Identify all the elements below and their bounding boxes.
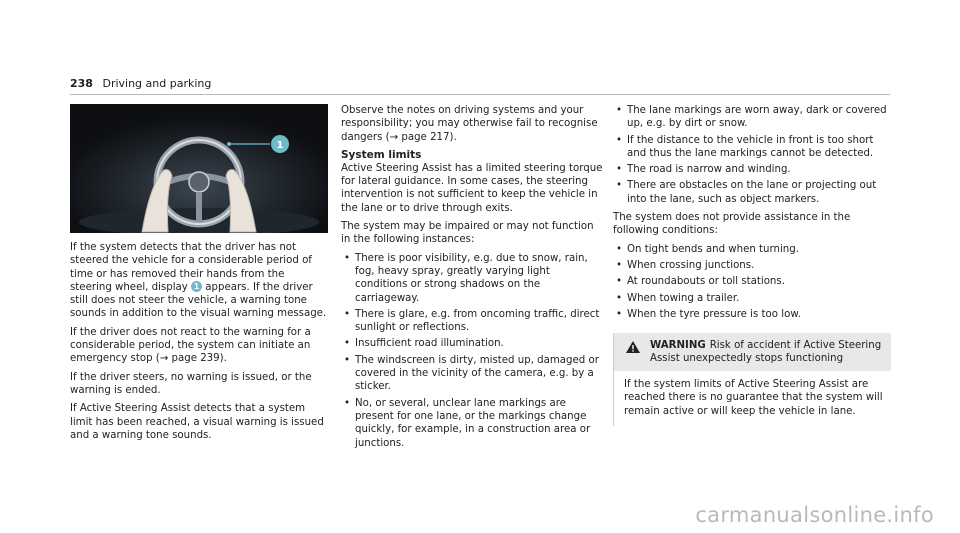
paragraph-no-assistance: The system does not provide assistance in the following conditions: <box>613 212 851 237</box>
list-item: • At roundabouts or toll stations. <box>613 275 891 288</box>
column-2 <box>341 104 603 455</box>
section-heading-system-limits: System limits <box>341 148 422 161</box>
paragraph-observe-notes: Observe the notes on driving systems and your responsibility; you may otherwise fail to recognise dangers (→ page 217). <box>341 105 598 143</box>
list-item: • There is glare, e.g. from oncoming traffic, direct sunlight or reflections. <box>341 308 603 335</box>
limits-list-continued <box>613 104 891 206</box>
list-item: • On tight bends and when turning. <box>613 243 891 256</box>
list-item: • The lane markings are worn away, dark or covered up, e.g. by dirt or snow. <box>613 104 891 131</box>
warning-triangle-icon <box>626 341 640 353</box>
section-title: Driving and parking <box>102 77 212 90</box>
paragraph-display-warning <box>70 241 328 321</box>
paragraph-steering-torque: Active Steering Assist has a limited steering torque for lateral guidance. In some cases, the steering intervention is not sufficient to keep the vehicle in the lane or to drive through exits. <box>341 162 603 214</box>
callout-1-label: 1 <box>276 140 284 151</box>
list-item: • Insufficient road illumination. <box>341 337 603 350</box>
list-item: • There are obstacles on the lane or projecting out into the lane, such as object markers. <box>613 179 891 206</box>
text-run: If the system detects that the driver has not steered the vehicle for a considerable period of time or has removed their hands from the steering wheel, display <box>70 242 312 293</box>
warning-label: WARNING <box>650 340 706 352</box>
callout-1-badge: 1 <box>191 281 202 292</box>
steering-wheel-illustration <box>70 104 328 233</box>
paragraph-system-limit: If Active Steering Assist detects that a system limit has been reached, a visual warning is issued and a warning tone sounds. <box>70 403 324 441</box>
list-item: • The road is narrow and winding. <box>613 163 891 176</box>
column-1 <box>70 104 328 447</box>
list-item: • When crossing junctions. <box>613 259 891 272</box>
warning-title: Risk of accident if Active Steering Assist unexpectedly stops functioning <box>650 340 882 365</box>
paragraph-driver-steers: If the driver steers, no warning is issued, or the warning is ended. <box>70 371 312 396</box>
header-rule <box>70 94 890 95</box>
warning-header <box>614 333 891 371</box>
list-item: • When the tyre pressure is too low. <box>613 308 891 321</box>
page-header <box>70 77 211 90</box>
list-item: • If the distance to the vehicle in front is too short and thus the lane markings cannot be detected. <box>613 134 891 161</box>
warning-body: If the system limits of Active Steering Assist are reached there is no guarantee that the system will remain active or will keep the vehicle in lane. <box>624 379 883 417</box>
paragraph-emergency-stop: If the driver does not react to the warning for a considerable period, the system can initiate an emergency stop (→ page 239). <box>70 326 311 365</box>
warning-box <box>613 333 891 426</box>
page-number: 238 <box>70 77 93 90</box>
limits-list <box>341 252 603 450</box>
list-item: • When towing a trailer. <box>613 292 891 305</box>
steering-wheel-graphic <box>70 104 328 233</box>
list-item: • There is poor visibility, e.g. due to snow, rain, fog, heavy spray, greatly varying light conditions or strong shadows on the carriageway. <box>341 252 603 305</box>
no-assistance-list <box>613 243 891 321</box>
paragraph-impaired-instances: The system may be impaired or may not function in the following instances: <box>341 221 594 246</box>
list-item: • No, or several, unclear lane markings are present for one lane, or the markings change quickly, for example, in a construction area or junctions. <box>341 397 603 450</box>
list-item: • The windscreen is dirty, misted up, damaged or covered in the vicinity of the camera, e.g. by a sticker. <box>341 354 603 394</box>
column-3 <box>613 104 891 426</box>
watermark: carmanualsonline.info <box>695 503 934 527</box>
text-run: appears. If the driver still does not steer the vehicle, a warning tone sounds in addition to the visual warning message. <box>70 281 327 320</box>
